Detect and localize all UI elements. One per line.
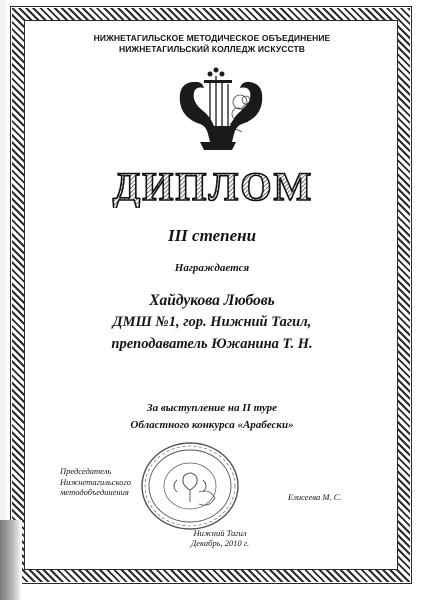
recipient-teacher: преподаватель Южанина Т. Н.: [111, 336, 313, 352]
seal-stamp: [139, 440, 241, 532]
scan-shadow: [0, 520, 22, 600]
place-label: Нижний Тагил: [193, 528, 247, 538]
header-line-1: НИЖНЕТАГИЛЬСКОЕ МЕТОДИЧЕСКОЕ ОБЪЕДИНЕНИЕ: [93, 33, 331, 43]
scan-edge: [0, 0, 6, 600]
reason-line-2: Областного конкурса «Арабески»: [130, 419, 294, 431]
signatory-title: Председатель Нижнетагильского методобъединения: [60, 466, 132, 497]
reason-line-1: За выступление на II туре: [146, 402, 277, 414]
recipient-name: Хайдукова Любовь: [149, 292, 275, 309]
signatory-name: Елисеева М. С.: [288, 492, 342, 502]
header-line-2: НИЖНЕТАГИЛЬСКИЙ КОЛЛЕДЖ ИСКУССТВ: [118, 44, 306, 54]
recipient-school: ДМШ №1, гор. Нижний Тагил,: [112, 314, 312, 330]
awarded-label: Награждается: [174, 262, 250, 274]
lyre-icon: [170, 62, 266, 158]
date-label: Декабрь, 2010 г.: [190, 538, 250, 548]
svg-text:ДИПЛОМ: ДИПЛОМ: [112, 164, 314, 208]
degree-label: III степени: [167, 226, 257, 245]
title-diploma: [110, 162, 316, 208]
